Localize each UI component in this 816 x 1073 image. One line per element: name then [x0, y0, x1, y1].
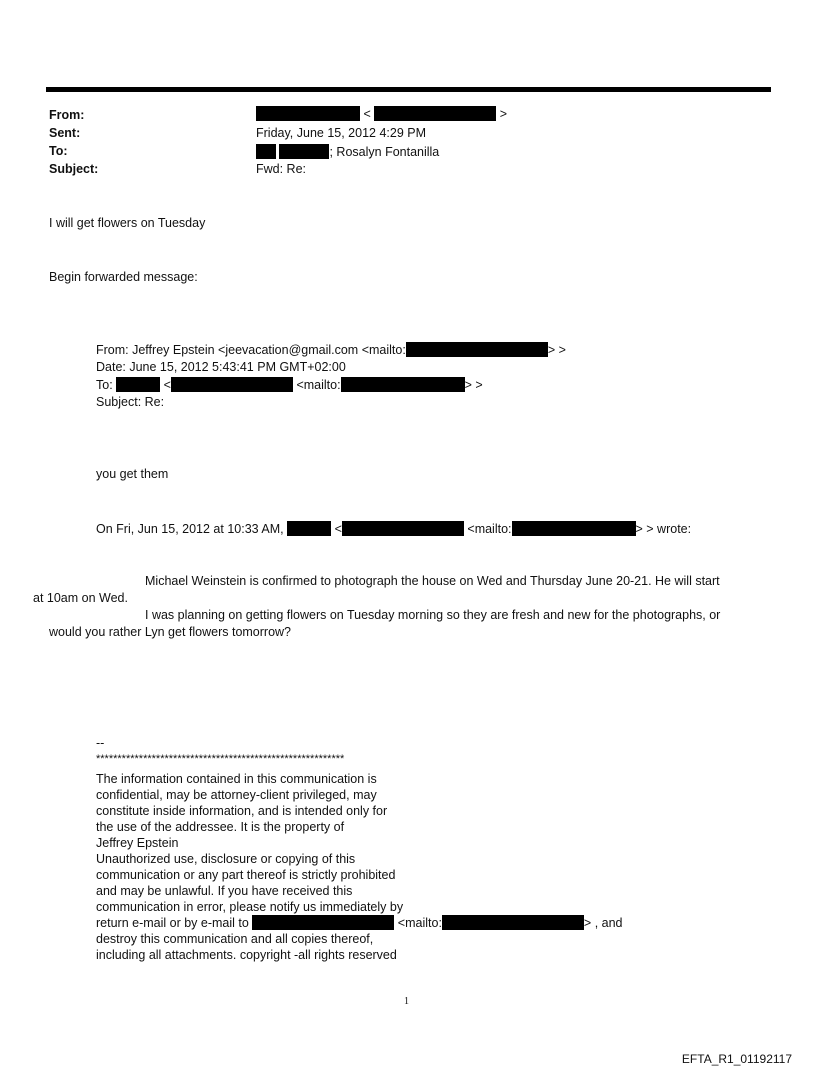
- on-mailto: <mailto:: [467, 522, 512, 536]
- fwd-from-text: From: Jeffrey Epstein <jeevacation@gmail.com <mailto:: [96, 343, 406, 357]
- to-recipients: ; Rosalyn Fontanilla: [329, 145, 440, 159]
- fwd-from-line: [96, 342, 566, 357]
- disclaimer-line: communication or any part thereof is strictly prohibited: [96, 868, 396, 882]
- redaction: [116, 377, 160, 392]
- subject-label: Subject:: [49, 162, 99, 176]
- quoted-line: at 10am on Wed.: [33, 591, 128, 605]
- fwd-to-lt: <: [163, 378, 171, 392]
- sent-value: Friday, June 15, 2012 4:29 PM: [256, 126, 427, 140]
- quoted-line: I was planning on getting flowers on Tuesday morning so they are fresh and new for the photographs, or: [145, 608, 721, 622]
- disclaimer-line: the use of the addressee. It is the property of: [96, 820, 345, 834]
- redaction: [256, 144, 276, 159]
- redaction: [374, 106, 496, 121]
- fwd-from-end: > >: [547, 343, 566, 357]
- from-gt: >: [499, 107, 508, 121]
- disclaimer-line: The information contained in this communication is: [96, 772, 377, 786]
- disclaimer-line: [96, 915, 623, 931]
- header-rule: [46, 87, 771, 92]
- redaction: [171, 377, 293, 392]
- subject-value: Fwd: Re:: [256, 162, 307, 176]
- fwd-to-mailto: <mailto:: [296, 378, 341, 392]
- redaction: [342, 521, 464, 536]
- page-number: 1: [404, 996, 409, 1007]
- quoted-line: would you rather Lyn get flowers tomorrow?: [49, 625, 292, 639]
- fwd-to-end: > >: [464, 378, 483, 392]
- redaction: [341, 377, 465, 392]
- fwd-to-line: [96, 377, 483, 392]
- from-lt: <: [363, 107, 371, 121]
- redaction: [256, 106, 360, 121]
- disclaimer-line: constitute inside information, and is intended only for: [96, 804, 388, 818]
- fwd-date-line: Date: June 15, 2012 5:43:41 PM GMT+02:00: [96, 360, 346, 374]
- disclaimer-line: Jeffrey Epstein: [96, 836, 179, 850]
- disclaimer-text: return e-mail or by e-mail to: [96, 916, 249, 930]
- body-line: Begin forwarded message:: [49, 270, 198, 284]
- redaction: [252, 915, 394, 930]
- fwd-to-prefix: To:: [96, 378, 113, 392]
- signature-dashes: --: [96, 736, 105, 750]
- redaction: [442, 915, 584, 930]
- disclaimer-end: > , and: [583, 916, 623, 930]
- redaction: [287, 521, 331, 536]
- redaction: [406, 342, 548, 357]
- document-id: EFTA_R1_01192117: [681, 1052, 792, 1066]
- on-prefix: On Fri, Jun 15, 2012 at 10:33 AM,: [96, 522, 284, 536]
- quoted-line: Michael Weinstein is confirmed to photograph the house on Wed and Thursday June 20-21. He will start: [145, 574, 720, 588]
- sent-label: Sent:: [49, 126, 81, 140]
- disclaimer-line: destroy this communication and all copies thereof,: [96, 932, 374, 946]
- to-label: To:: [49, 144, 68, 158]
- disclaimer-line: and may be unlawful. If you have received this: [96, 884, 353, 898]
- to-value: [256, 144, 439, 159]
- disclaimer-line: Unauthorized use, disclosure or copying of this: [96, 852, 356, 866]
- fwd-subject-line: Subject: Re:: [96, 395, 165, 409]
- on-lt: <: [334, 522, 342, 536]
- disclaimer-mailto: <mailto:: [397, 916, 442, 930]
- body-line: I will get flowers on Tuesday: [49, 216, 206, 230]
- redaction: [279, 144, 329, 159]
- redaction: [512, 521, 636, 536]
- disclaimer-line: including all attachments. copyright -all rights reserved: [96, 948, 397, 962]
- on-wrote-line: [96, 521, 691, 536]
- disclaimer-line: communication in error, please notify us immediately by: [96, 900, 404, 914]
- disclaimer-line: confidential, may be attorney-client privileged, may: [96, 788, 377, 802]
- from-label: From:: [49, 108, 85, 122]
- from-value: [256, 106, 507, 121]
- signature-stars: **********************************************************: [96, 753, 345, 765]
- reply-text: you get them: [96, 467, 169, 481]
- on-end: > > wrote:: [635, 522, 692, 536]
